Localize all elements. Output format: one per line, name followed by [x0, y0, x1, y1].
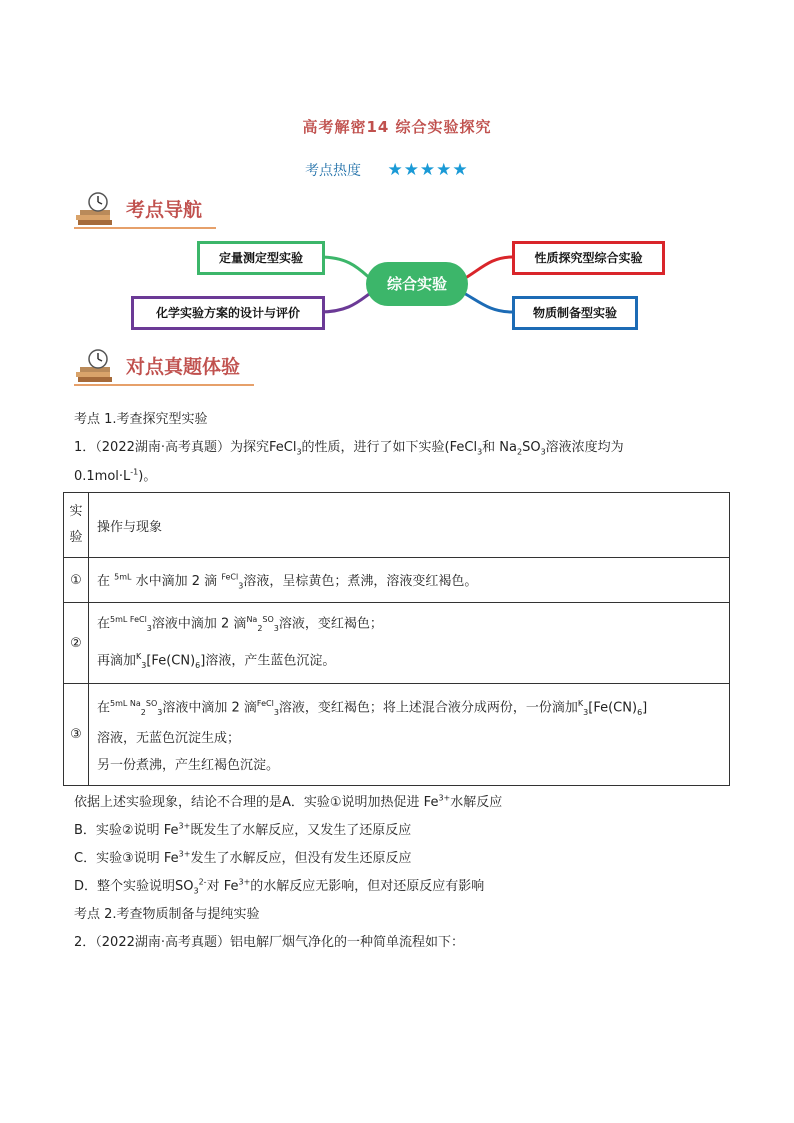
option-d: D．整个实验说明$SO_3^{2-}$对 $Fe^{3+}$的水解反应无影响，但对还原反应有影响	[74, 877, 485, 896]
heat-rating	[305, 160, 469, 180]
option-b: B．实验②说明 $Fe^{3+}$既发生了水解反应，又发生了还原反应	[74, 821, 412, 838]
section-title-nav: 考点导航	[126, 199, 203, 221]
mindmap-center: 综合实验	[366, 262, 468, 306]
mindmap-node-preparation: 物质制备型实验	[512, 296, 638, 330]
section-title-practice: 对点真题体验	[126, 356, 241, 378]
question-1-stem: 1．（2022湖南·高考真题）为探究FeCl$_3$的性质，进行了如下实验(FeCl$_3$和 $Na_2SO_3$溶液浓度均为	[74, 440, 624, 457]
option-a: 依据上述实验现象，结论不合理的是A．实验①说明加热促进 $Fe^{3+}$水解反应	[74, 793, 503, 810]
experiment-table	[63, 492, 730, 786]
question-2-stem: 2．（2022湖南·高考真题）铝电解厂烟气净化的一种简单流程如下：	[74, 935, 464, 950]
mindmap-node-design: 化学实验方案的设计与评价	[131, 296, 325, 330]
row-content: 在$^{5mL Na}_2^{SO}_3$溶液中滴加 2 滴$^{FeCl}_3$溶液，变红褐色；将上述混合液分成两份，一份滴加$^K_3[Fe(CN)_6]$ 溶液，无蓝色沉淀生成； 另一份煮沸，产生红褐色沉淀。	[89, 684, 730, 786]
mindmap-node-quantitative: 定量测定型实验	[197, 241, 325, 275]
page-title: 高考解密14 综合实验探究	[302, 118, 492, 136]
star-rating-icon: ★★★★★	[387, 160, 469, 180]
table-row	[64, 558, 730, 603]
question-1-concentration: $0.1mol\cdot L^{-1}$)。	[74, 467, 157, 484]
clock-books-icon	[74, 191, 120, 227]
point-heading-1: 考点 1.考查探究型实验	[74, 412, 208, 427]
table-header-experiment: 实验	[64, 493, 89, 558]
section-rule	[74, 227, 216, 229]
section-header-nav	[74, 191, 254, 231]
row-number: ①	[64, 558, 89, 603]
row-content: 在 $^{5mL}$ 水中滴加 2 滴 $^{FeCl}_3$溶液，呈棕黄色；煮沸，溶液变红褐色。	[89, 558, 730, 603]
mindmap-node-property: 性质探究型综合实验	[512, 241, 665, 275]
point-heading-2: 考点 2.考查物质制备与提纯实验	[74, 907, 260, 922]
table-header-operation: 操作与现象	[89, 493, 730, 558]
row-number: ②	[64, 603, 89, 684]
section-rule	[74, 384, 254, 386]
heat-label: 考点热度	[305, 163, 361, 179]
table-row	[64, 603, 730, 684]
table-header-row	[64, 493, 730, 558]
row-number: ③	[64, 684, 89, 786]
clock-books-icon	[74, 348, 120, 384]
section-header-practice	[74, 348, 264, 388]
table-row	[64, 684, 730, 786]
row-content: 在$^{5mL FeCl}_3$溶液中滴加 2 滴$^{Na}_2^{SO}_3$溶液，变红褐色； 再滴加$^K_3[Fe(CN)_6]$溶液，产生蓝色沉淀。	[89, 603, 730, 684]
option-c: C．实验③说明 $Fe^{3+}$发生了水解反应，但没有发生还原反应	[74, 849, 412, 866]
